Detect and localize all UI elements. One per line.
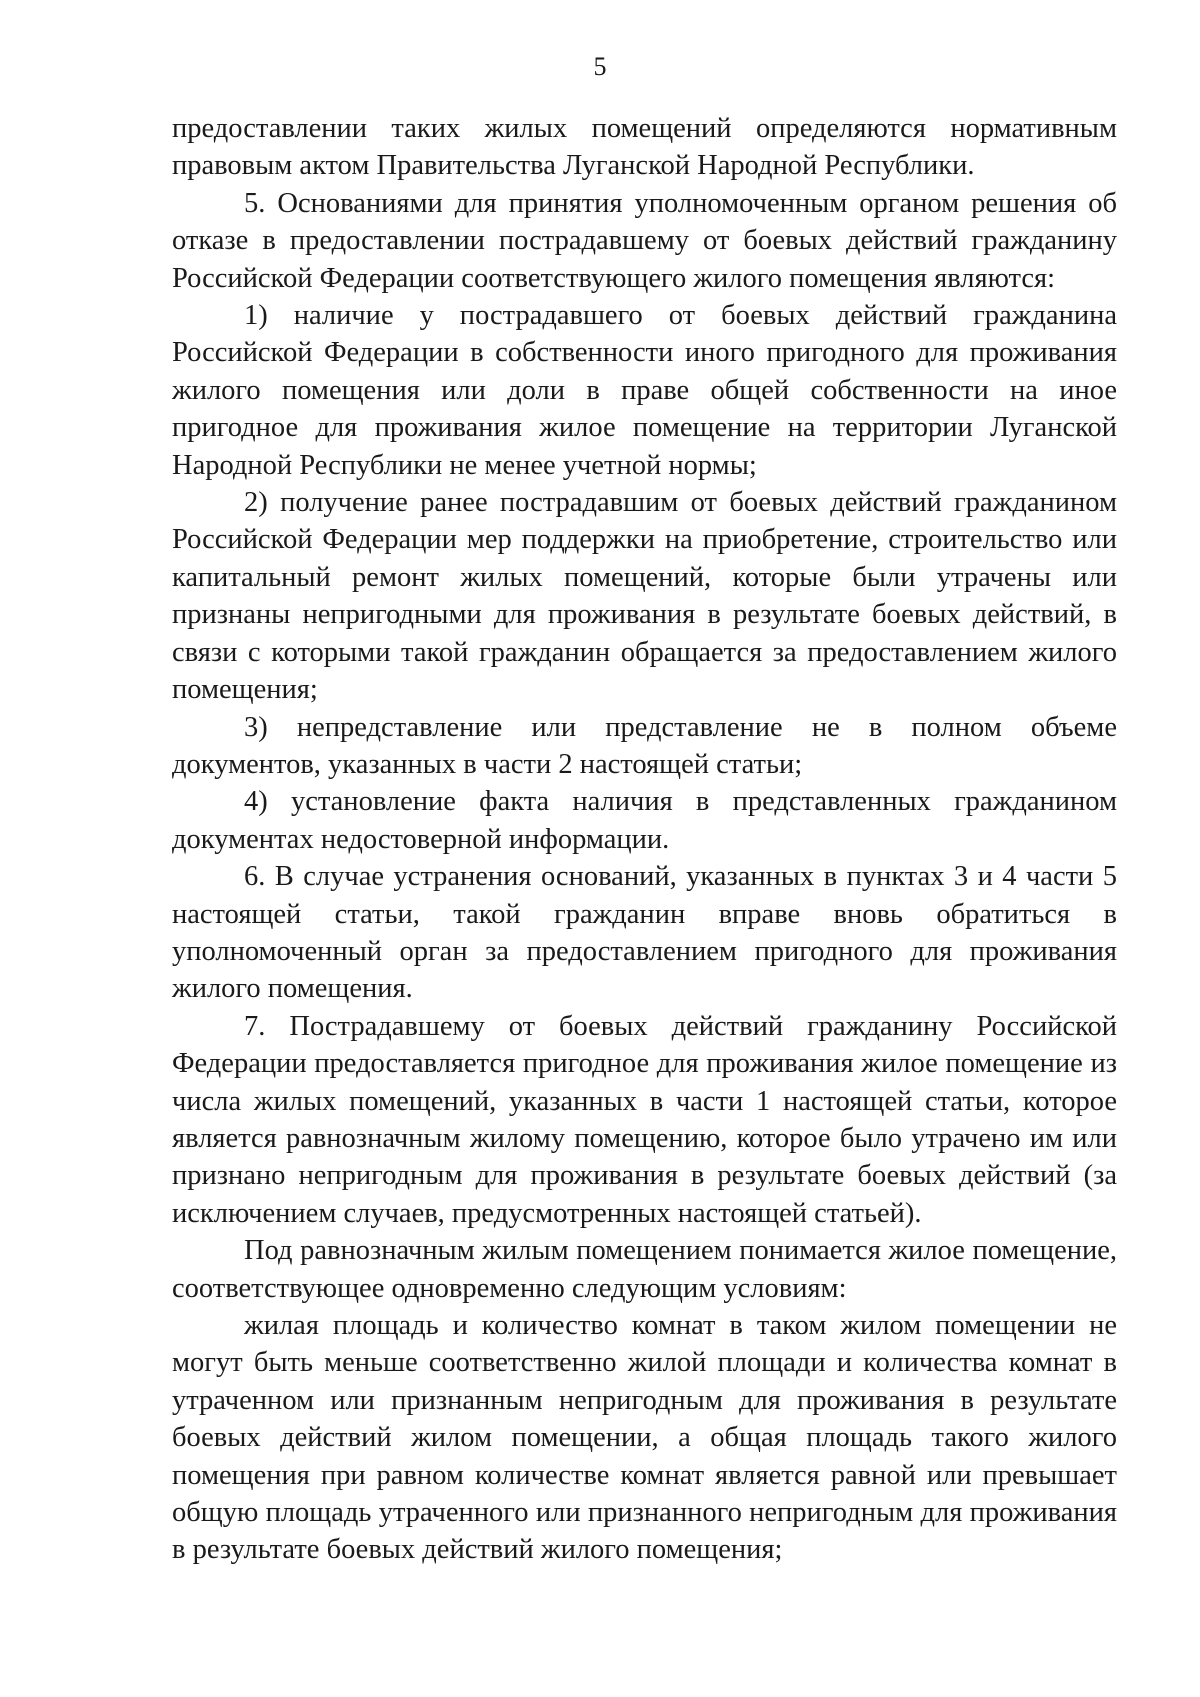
- paragraph-definition: Под равнозначным жилым помещением понимается жилое помещение, соответствующее одновременно следующим условиям:: [172, 1235, 1117, 1304]
- paragraph-item-7: 7. Пострадавшему от боевых действий гражданину Российской Федерации предоставляется пригодное для проживания жилое помещение из числа жилых помещений, указанных в части 1 настоящей статьи, которое является равнозначным жилому помещению, которое было утрачено им или признано непригодным для проживания в результате боевых действий (за исключением случаев, предусмотренных настоящей статьей).: [172, 1010, 1117, 1229]
- paragraph-subitem-3: 3) непредставление или представление не в полном объеме документов, указанных в части 2 настоящей статьи;: [172, 711, 1117, 780]
- paragraph-item-6: 6. В случае устранения оснований, указанных в пунктах 3 и 4 части 5 настоящей статьи, такой гражданин вправе вновь обратиться в уполномоченный орган за предоставлением пригодного для проживания жилого помещения.: [172, 861, 1117, 1005]
- paragraph-item-5: 5. Основаниями для принятия уполномоченным органом решения об отказе в предоставлении пострадавшему от боевых действий гражданину Российской Федерации соответствующего жилого помещения являются:: [172, 187, 1117, 294]
- document-body: [172, 110, 1117, 1569]
- page-number: 5: [593, 52, 607, 81]
- paragraph-continuation: предоставлении таких жилых помещений определяются нормативным правовым актом Правительства Луганской Народной Республики.: [172, 113, 1117, 182]
- paragraph-subitem-2: 2) получение ранее пострадавшим от боевых действий гражданином Российской Федерации мер поддержки на приобретение, строительство или капитальный ремонт жилых помещений, которые были утрачены или признаны непригодными для проживания в результате боевых действий, в связи с которыми такой гражданин обращается за предоставлением жилого помещения;: [172, 487, 1117, 706]
- paragraph-condition: жилая площадь и количество комнат в таком жилом помещении не могут быть меньше соответственно жилой площади и количества комнат в утраченном или признанным непригодным для проживания в результате боевых действий жилом помещении, а общая площадь такого жилого помещения при равном количестве комнат является равной или превышает общую площадь утраченного или признанного непригодным для проживания в результате боевых действий жилого помещения;: [172, 1310, 1117, 1566]
- paragraph-subitem-4: 4) установление факта наличия в представленных гражданином документах недостоверной информации.: [172, 786, 1117, 855]
- paragraph-subitem-1: 1) наличие у пострадавшего от боевых действий гражданина Российской Федерации в собственности иного пригодного для проживания жилого помещения или доли в праве общей собственности на иное пригодное для проживания жилое помещение на территории Луганской Народной Республики не менее учетной нормы;: [172, 300, 1117, 481]
